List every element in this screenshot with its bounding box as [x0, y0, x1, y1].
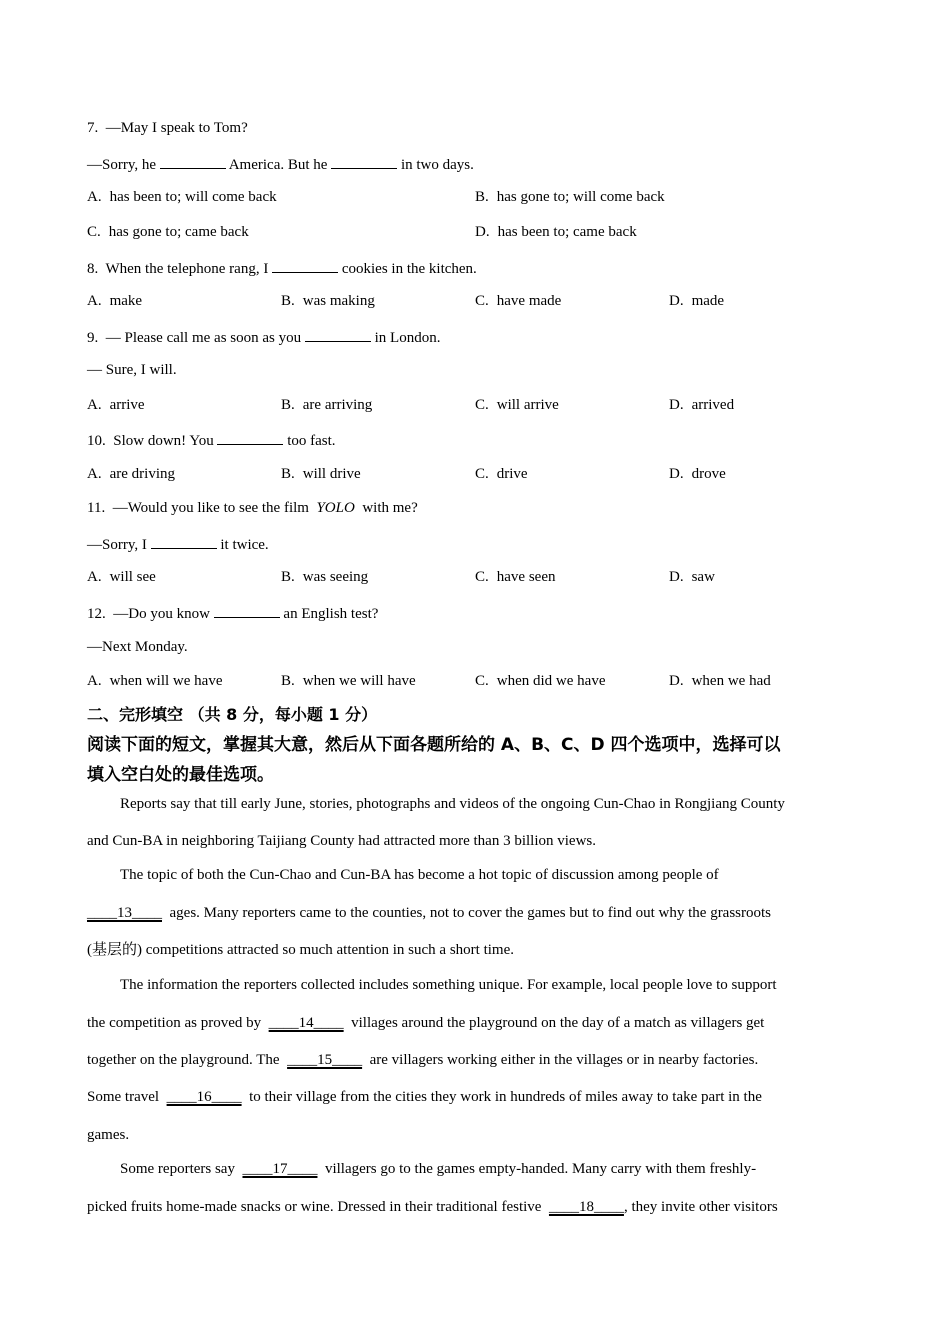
- blank-14: ____14____: [268, 1015, 344, 1031]
- option-letter: D.: [669, 293, 684, 309]
- option-text: make: [109, 293, 143, 309]
- option-letter: A.: [87, 293, 102, 309]
- option-text: are arriving: [302, 397, 373, 413]
- option-text: has gone to; came back: [108, 224, 249, 240]
- option-text: has been to; came back: [497, 224, 637, 240]
- passage-p2-line1: The topic of both the Cun-Chao and Cun-BA has become a hot topic of discussion among people of: [120, 867, 719, 883]
- option-letter: A.: [87, 397, 102, 413]
- section-title: 二、完形填空 （共 8 分，每小题 1 分）: [87, 705, 378, 724]
- option-letter: A.: [87, 569, 102, 585]
- passage-p1-line1: Reports say that till early June, stories, photographs and videos of the ongoing Cun-Chao in Rongjiang County: [120, 796, 785, 812]
- blank-16: ____16____: [166, 1089, 242, 1105]
- q10-stem: [87, 430, 336, 450]
- passage-p2-line3: (基层的) competitions attracted so much attention in such a short time.: [87, 942, 514, 958]
- q7-stem-a: —May I speak to Tom?: [105, 120, 248, 136]
- option-letter: D.: [669, 397, 684, 413]
- option-letter: B.: [281, 673, 295, 689]
- q10-stem-2: too fast.: [287, 433, 336, 449]
- passage-text: to their village from the cities they work in hundreds of miles away to take part in the: [249, 1089, 762, 1105]
- q11-stem-2: with me?: [362, 500, 418, 516]
- option-letter: A.: [87, 189, 102, 205]
- q11-option-c: [475, 568, 555, 586]
- blank-17: ____17____: [242, 1161, 318, 1177]
- q12-number: 12.: [87, 606, 106, 622]
- q12-stem-2: an English test?: [283, 606, 379, 622]
- q12-option-b: [281, 672, 416, 690]
- q12-option-d: [669, 672, 771, 690]
- option-text: arrive: [109, 397, 145, 413]
- passage-p3-line4: [87, 1088, 762, 1106]
- option-letter: B.: [281, 569, 295, 585]
- option-letter: D.: [669, 466, 684, 482]
- q7-stem-b: [87, 154, 474, 174]
- q7-stem-b3: in two days.: [400, 157, 474, 173]
- q8-number: 8.: [87, 261, 99, 277]
- q8-option-c: [475, 292, 561, 310]
- option-letter: A.: [87, 673, 102, 689]
- q10-option-b: [281, 465, 361, 483]
- q9-stem: [87, 327, 440, 347]
- passage-text: Some reporters say: [120, 1161, 235, 1177]
- q7-option-b: [475, 188, 665, 206]
- blank-15: ____15____: [287, 1052, 363, 1068]
- q9-stem-b: — Sure, I will.: [87, 362, 177, 378]
- option-text: will see: [109, 569, 156, 585]
- passage-p3-line1: The information the reporters collected includes something unique. For example, local people love to support: [120, 977, 777, 993]
- passage-p3-line3: [87, 1051, 758, 1069]
- q11-stem: [87, 499, 418, 517]
- option-letter: C.: [87, 224, 101, 240]
- q9-option-b: [281, 396, 372, 414]
- option-letter: B.: [281, 466, 295, 482]
- q10-option-a: [87, 465, 175, 483]
- q10-stem-1: Slow down! You: [113, 433, 214, 449]
- passage-text: together on the playground. The: [87, 1052, 280, 1068]
- answer-blank: [331, 154, 397, 169]
- q7-stem-b1: —Sorry, he: [87, 157, 157, 173]
- q8-stem: [87, 258, 477, 278]
- q7-stem-b2: America. But he: [228, 157, 328, 173]
- q11-stem-1: —Would you like to see the film: [112, 500, 309, 516]
- q9-option-d: [669, 396, 734, 414]
- q12-stem-1: —Do you know: [113, 606, 210, 622]
- option-text: have seen: [496, 569, 556, 585]
- q7-option-a: [87, 188, 277, 206]
- option-text: are driving: [109, 466, 175, 482]
- passage-text: villagers go to the games empty-handed. Many carry with them freshly-: [324, 1161, 757, 1177]
- q8-stem-2: cookies in the kitchen.: [341, 261, 477, 277]
- option-text: when we will have: [302, 673, 416, 689]
- passage-p3-line2: [87, 1014, 764, 1032]
- q11-option-b: [281, 568, 368, 586]
- option-text: will arrive: [496, 397, 559, 413]
- q10-option-d: [669, 465, 726, 483]
- option-text: made: [691, 293, 725, 309]
- option-text: drove: [691, 466, 726, 482]
- q7-stem: [87, 119, 248, 137]
- option-letter: A.: [87, 466, 102, 482]
- passage-p2-line2: [87, 904, 771, 922]
- q9-option-a: [87, 396, 145, 414]
- q11-option-d: [669, 568, 715, 586]
- option-text: when will we have: [109, 673, 223, 689]
- option-letter: D.: [669, 569, 684, 585]
- q9-number: 9.: [87, 330, 99, 346]
- q9-option-c: [475, 396, 559, 414]
- passage-text: Some travel: [87, 1089, 160, 1105]
- q12-option-c: [475, 672, 605, 690]
- passage-p4-line1: [120, 1160, 756, 1178]
- passage-text: the competition as proved by: [87, 1015, 262, 1031]
- option-letter: C.: [475, 293, 489, 309]
- q11-number: 11.: [87, 500, 106, 516]
- option-letter: C.: [475, 466, 489, 482]
- answer-blank: [272, 258, 338, 273]
- option-letter: B.: [281, 293, 295, 309]
- q8-option-b: [281, 292, 375, 310]
- passage-p2-line2-text: ages. Many reporters came to the counties, not to cover the games but to find out why the grassroots: [169, 905, 772, 921]
- passage-p3-line5: games.: [87, 1127, 130, 1143]
- option-text: saw: [691, 569, 715, 585]
- option-letter: D.: [669, 673, 684, 689]
- answer-blank: [217, 430, 283, 445]
- answer-blank: [160, 154, 226, 169]
- passage-text: , they invite other visitors: [623, 1199, 778, 1215]
- passage-p1-line2: and Cun-BA in neighboring Taijiang County had attracted more than 3 billion views.: [87, 833, 597, 849]
- q11-stem-b2: it twice.: [220, 537, 269, 553]
- option-text: will drive: [302, 466, 361, 482]
- q8-stem-1: When the telephone rang, I: [105, 261, 269, 277]
- passage-text: are villagers working either in the villages or in nearby factories.: [369, 1052, 759, 1068]
- option-letter: B.: [281, 397, 295, 413]
- q11-film-title: YOLO: [316, 500, 355, 516]
- q10-number: 10.: [87, 433, 106, 449]
- option-text: drive: [496, 466, 528, 482]
- passage-p4-line2: [87, 1198, 778, 1216]
- blank-18: ____18____: [548, 1199, 624, 1215]
- q7-option-d: [475, 223, 637, 241]
- option-text: when we had: [691, 673, 771, 689]
- section-directions-2: 填入空白处的最佳选项。: [87, 765, 274, 785]
- option-letter: C.: [475, 397, 489, 413]
- option-letter: B.: [475, 189, 489, 205]
- option-letter: C.: [475, 673, 489, 689]
- passage-text: picked fruits home-made snacks or wine. Dressed in their traditional festive: [87, 1199, 542, 1215]
- q10-option-c: [475, 465, 528, 483]
- option-text: was seeing: [302, 569, 369, 585]
- answer-blank: [214, 603, 280, 618]
- q7-number: 7.: [87, 120, 99, 136]
- blank-13: ____13____: [87, 905, 162, 921]
- q9-stem-2: in London.: [374, 330, 441, 346]
- option-text: has been to; will come back: [109, 189, 277, 205]
- option-text: when did we have: [496, 673, 606, 689]
- q11-option-a: [87, 568, 156, 586]
- q8-option-a: [87, 292, 142, 310]
- q12-option-a: [87, 672, 222, 690]
- option-text: was making: [302, 293, 375, 309]
- q12-stem: [87, 603, 378, 623]
- option-text: has gone to; will come back: [496, 189, 665, 205]
- option-letter: D.: [475, 224, 490, 240]
- passage-text: villages around the playground on the day of a match as villagers get: [351, 1015, 765, 1031]
- section-directions-1: 阅读下面的短文，掌握其大意，然后从下面各题所给的 A、B、C、D 四个选项中，选择可以: [87, 735, 781, 755]
- answer-blank: [151, 534, 217, 549]
- option-letter: C.: [475, 569, 489, 585]
- q11-stem-b: [87, 534, 269, 554]
- q7-option-c: [87, 223, 249, 241]
- q12-stem-b: —Next Monday.: [87, 639, 188, 655]
- answer-blank: [305, 327, 371, 342]
- option-text: arrived: [691, 397, 735, 413]
- q8-option-d: [669, 292, 724, 310]
- q9-stem-1: — Please call me as soon as you: [105, 330, 302, 346]
- q11-stem-b1: —Sorry, I: [87, 537, 147, 553]
- option-text: have made: [496, 293, 562, 309]
